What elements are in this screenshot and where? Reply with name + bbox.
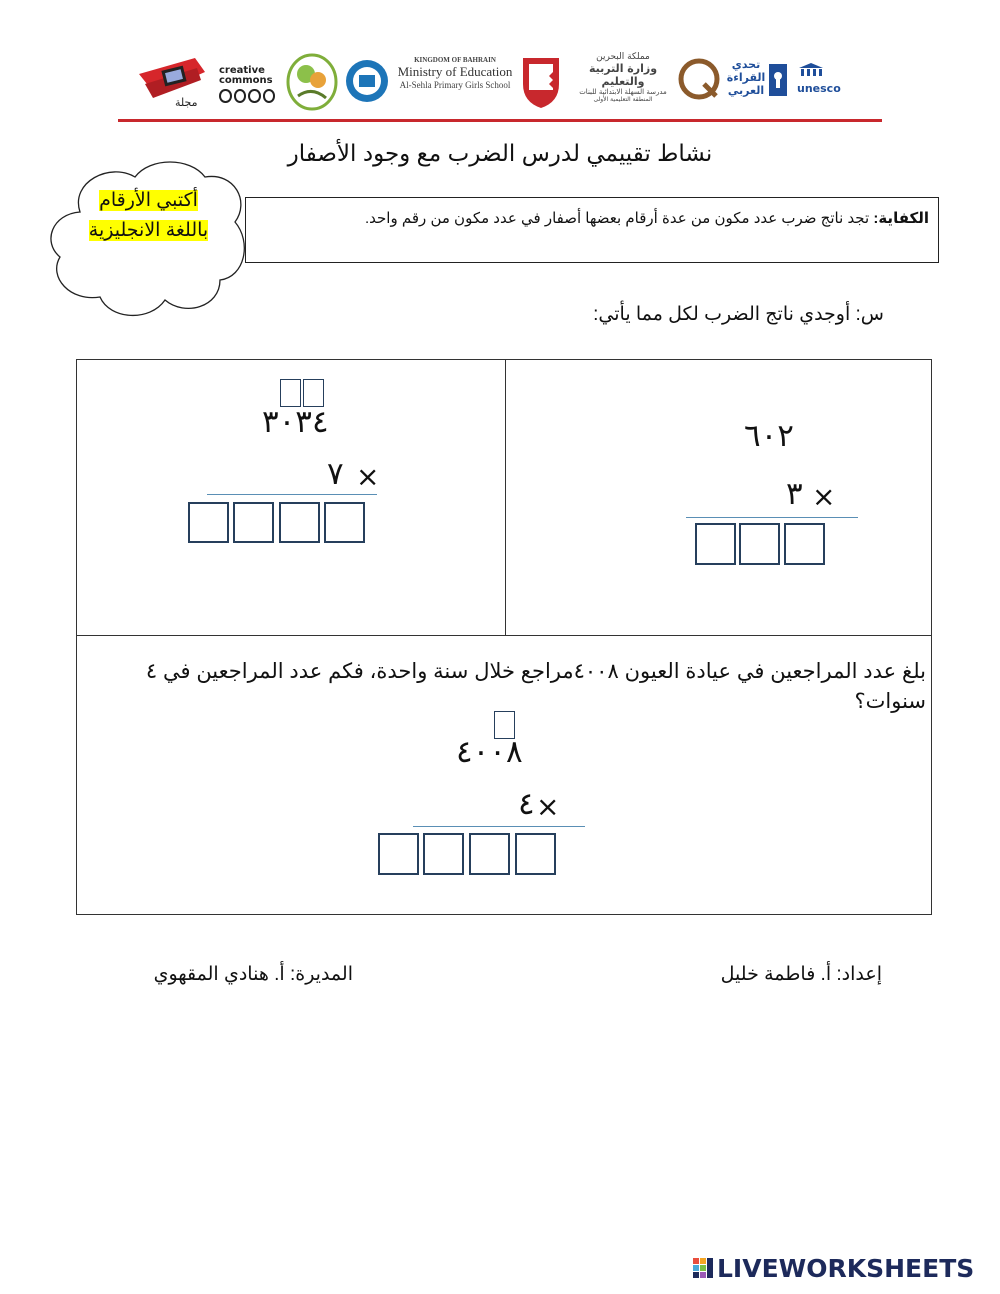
bahrain-emblem-logo — [519, 54, 563, 110]
grid-vertical-divider — [505, 359, 506, 636]
times-sign: × — [356, 460, 380, 493]
result-line — [686, 517, 858, 518]
tree-logo — [284, 52, 340, 112]
answer-box[interactable] — [784, 523, 825, 565]
result-line — [207, 494, 377, 495]
ministry-logo: KINGDOM OF BAHRAIN Ministry of Education Al-Sehla Primary Girls School — [397, 56, 513, 90]
liveworksheets-logo-icon — [693, 1258, 715, 1282]
answer-box[interactable] — [324, 502, 365, 543]
answer-box[interactable] — [423, 833, 464, 875]
multiplier: ٤ — [518, 786, 535, 822]
competency-label: الكفاية: — [873, 210, 929, 227]
answer-box[interactable] — [188, 502, 229, 543]
svg-text:مجلة: مجلة — [175, 96, 198, 109]
unesco-temple-icon — [797, 62, 825, 78]
competency-box — [245, 197, 939, 263]
key-icon — [767, 62, 789, 98]
cloud-note: أكتبي الأرقام باللغة الانجليزية — [88, 190, 209, 241]
blue-circle-logo — [344, 58, 390, 104]
prepared-by: إعداد: أ. فاطمة خليل — [720, 964, 882, 985]
times-sign: × — [812, 480, 836, 513]
answer-box[interactable] — [378, 833, 419, 875]
answer-box[interactable] — [469, 833, 510, 875]
header-divider — [118, 119, 882, 122]
answer-box[interactable] — [279, 502, 320, 543]
problems-grid — [76, 359, 932, 915]
school-magazine-logo — [135, 54, 209, 112]
multiplicand: ٣٠٣٤ — [262, 404, 329, 440]
q-logo — [678, 58, 720, 100]
answer-box[interactable] — [515, 833, 556, 875]
competency-text: تجد ناتج ضرب عدد مكون من عدة أرقام بعضها أصفار في عدد مكون من رقم واحد. — [364, 210, 870, 227]
grid-horizontal-divider — [76, 635, 932, 636]
page-title: نشاط تقييمي لدرس الضرب مع وجود الأصفار — [287, 140, 713, 166]
carry-box[interactable] — [303, 379, 324, 407]
unesco-logo: unesco — [797, 62, 855, 95]
answer-box[interactable] — [739, 523, 780, 565]
multiplicand: ٦٠٢ — [744, 418, 794, 454]
arabic-ministry-logo: مملكة البحرين وزارة التربية والتعليم مدرسة السهلة الابتدائية للبنات المنطقة التعليمية الأولى — [579, 52, 667, 103]
header-logos — [135, 48, 855, 114]
cc-icons — [219, 89, 275, 103]
word-problem: بلغ عدد المراجعين في عيادة العيون ٤٠٠٨مراجع خلال سنة واحدة، فكم عدد المراجعين في ٤ سنوات؟ — [145, 660, 926, 713]
multiplicand: ٤٠٠٨ — [456, 734, 523, 770]
carry-box[interactable] — [280, 379, 301, 407]
multiplier: ٣ — [786, 476, 803, 512]
reading-challenge-logo: تحدي القراءة العربي — [726, 58, 766, 97]
multiplier: ٧ — [327, 456, 344, 492]
result-line — [413, 826, 585, 827]
times-sign: × — [536, 790, 560, 823]
principal-name: المديرة: أ. هنادي المقهوي — [153, 964, 353, 985]
question-prompt: س: أوجدي ناتج الضرب لكل مما يأتي: — [593, 304, 884, 325]
creative-commons-logo: creative commons — [219, 66, 275, 103]
answer-box[interactable] — [695, 523, 736, 565]
liveworksheets-watermark: LIVEWORKSHEETS — [717, 1254, 975, 1283]
answer-box[interactable] — [233, 502, 274, 543]
